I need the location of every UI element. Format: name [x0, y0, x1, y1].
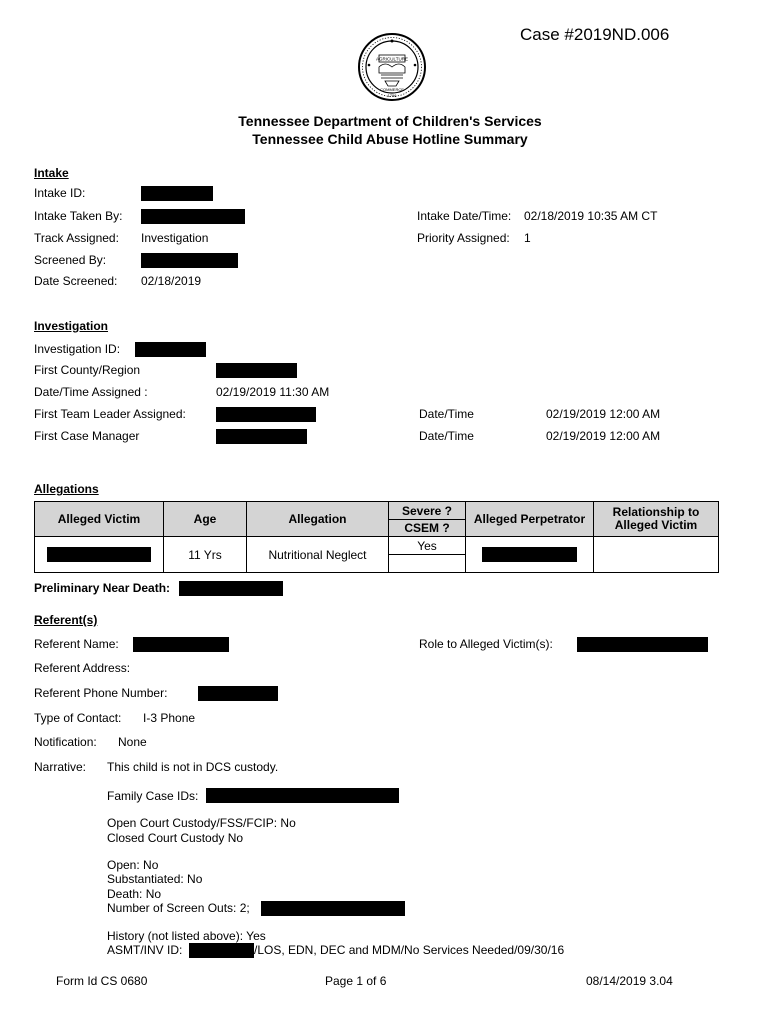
- intake-datetime-value: 02/18/2019 10:35 AM CT: [524, 209, 658, 223]
- severe-cell: Yes: [389, 537, 466, 555]
- redaction-box: [261, 901, 405, 916]
- notification-label: Notification:: [34, 735, 97, 749]
- investigation-id-label: Investigation ID:: [34, 342, 121, 356]
- allegation-cell: Nutritional Neglect: [247, 537, 389, 573]
- col-alleged-perpetrator: Alleged Perpetrator: [466, 502, 594, 537]
- document-subtitle: Tennessee Child Abuse Hotline Summary: [252, 131, 528, 147]
- priority-assigned-value: 1: [524, 231, 531, 245]
- referent-heading: Referent(s): [34, 613, 98, 627]
- screen-outs: Number of Screen Outs: 2;: [107, 901, 250, 915]
- relationship-cell: [594, 537, 719, 573]
- investigation-heading: Investigation: [34, 319, 109, 333]
- redaction-box: [216, 363, 297, 378]
- datetime-assigned-label: Date/Time Assigned :: [34, 385, 148, 399]
- role-to-victim-label: Role to Alleged Victim(s):: [419, 637, 553, 651]
- narrative-line: This child is not in DCS custody.: [107, 760, 279, 774]
- contact-type-value: I-3 Phone: [143, 711, 196, 725]
- narrative-label: Narrative:: [34, 760, 87, 774]
- csem-cell: [389, 555, 466, 573]
- redaction-box: [206, 788, 399, 803]
- contact-type-label: Type of Contact:: [34, 711, 122, 725]
- referent-phone-label: Referent Phone Number:: [34, 686, 168, 700]
- redaction-box: [216, 429, 307, 444]
- intake-id-label: Intake ID:: [34, 186, 86, 200]
- redaction-box: [577, 637, 708, 652]
- perpetrator-cell: [466, 537, 594, 573]
- priority-assigned-label: Priority Assigned:: [417, 231, 510, 245]
- open-court-custody: Open Court Custody/FSS/FCIP: No: [107, 816, 296, 830]
- case-number: Case #2019ND.006: [520, 25, 670, 44]
- near-death-label: Preliminary Near Death:: [34, 581, 171, 595]
- intake-heading: Intake: [34, 166, 69, 180]
- col-severe: Severe ?: [389, 502, 466, 520]
- intake-datetime-label: Intake Date/Time:: [417, 209, 512, 223]
- death-status: Death: No: [107, 887, 162, 901]
- open-status: Open: No: [107, 858, 159, 872]
- family-case-ids-label: Family Case IDs:: [107, 789, 199, 803]
- redaction-box: [133, 637, 229, 652]
- date-screened-label: Date Screened:: [34, 274, 118, 288]
- allegations-heading: Allegations: [34, 482, 99, 496]
- svg-text:AGRICULTURE: AGRICULTURE: [376, 56, 408, 62]
- redaction-box: [482, 547, 577, 562]
- team-leader-datetime-label: Date/Time: [419, 407, 474, 421]
- redaction-box: [198, 686, 278, 701]
- redaction-box: [135, 342, 206, 357]
- tennessee-state-seal: [357, 27, 427, 107]
- form-id: Form Id CS 0680: [56, 974, 148, 988]
- printed-date: 08/14/2019 3.04: [586, 974, 673, 988]
- redaction-box: [179, 581, 283, 596]
- col-allegation: Allegation: [247, 502, 389, 537]
- intake-taken-by-label: Intake Taken By:: [34, 209, 123, 223]
- notification-value: None: [118, 735, 147, 749]
- victim-cell: [35, 537, 164, 573]
- datetime-assigned-value: 02/19/2019 11:30 AM: [216, 385, 330, 399]
- screened-by-label: Screened By:: [34, 253, 107, 267]
- track-assigned-value: Investigation: [141, 231, 209, 245]
- asmt-inv-suffix: /LOS, EDN, DEC and MDM/No Services Needed/09/30/16: [254, 943, 565, 957]
- redaction-box: [189, 943, 254, 958]
- history-line: History (not listed above): Yes: [107, 929, 266, 943]
- redaction-box: [141, 209, 245, 224]
- case-manager-datetime-label: Date/Time: [419, 429, 474, 443]
- team-leader-datetime-value: 02/19/2019 12:00 AM: [546, 407, 661, 421]
- date-screened-value: 02/18/2019: [141, 274, 202, 288]
- case-manager-label: First Case Manager: [34, 429, 140, 443]
- team-leader-label: First Team Leader Assigned:: [34, 407, 186, 421]
- referent-address-label: Referent Address:: [34, 661, 131, 675]
- svg-text:COMMERCE: COMMERCE: [380, 87, 404, 92]
- redaction-box: [47, 547, 151, 562]
- redaction-box: [216, 407, 316, 422]
- document-title: Tennessee Department of Children's Services: [238, 113, 542, 129]
- redaction-box: [141, 253, 238, 268]
- substantiated-status: Substantiated: No: [107, 872, 203, 886]
- first-county-label: First County/Region: [34, 363, 141, 377]
- track-assigned-label: Track Assigned:: [34, 231, 119, 245]
- referent-name-label: Referent Name:: [34, 637, 119, 651]
- svg-text:1796: 1796: [387, 93, 397, 98]
- col-csem: CSEM ?: [389, 520, 466, 537]
- allegations-table: [34, 501, 719, 573]
- col-alleged-victim: Alleged Victim: [35, 502, 164, 537]
- case-manager-datetime-value: 02/19/2019 12:00 AM: [546, 429, 661, 443]
- age-cell: 11 Yrs: [164, 537, 247, 573]
- col-age: Age: [164, 502, 247, 537]
- col-relationship: Relationship to Alleged Victim: [594, 502, 719, 537]
- asmt-inv-label: ASMT/INV ID:: [107, 943, 183, 957]
- closed-court-custody: Closed Court Custody No: [107, 831, 244, 845]
- page-number: Page 1 of 6: [325, 974, 387, 988]
- redaction-box: [141, 186, 213, 201]
